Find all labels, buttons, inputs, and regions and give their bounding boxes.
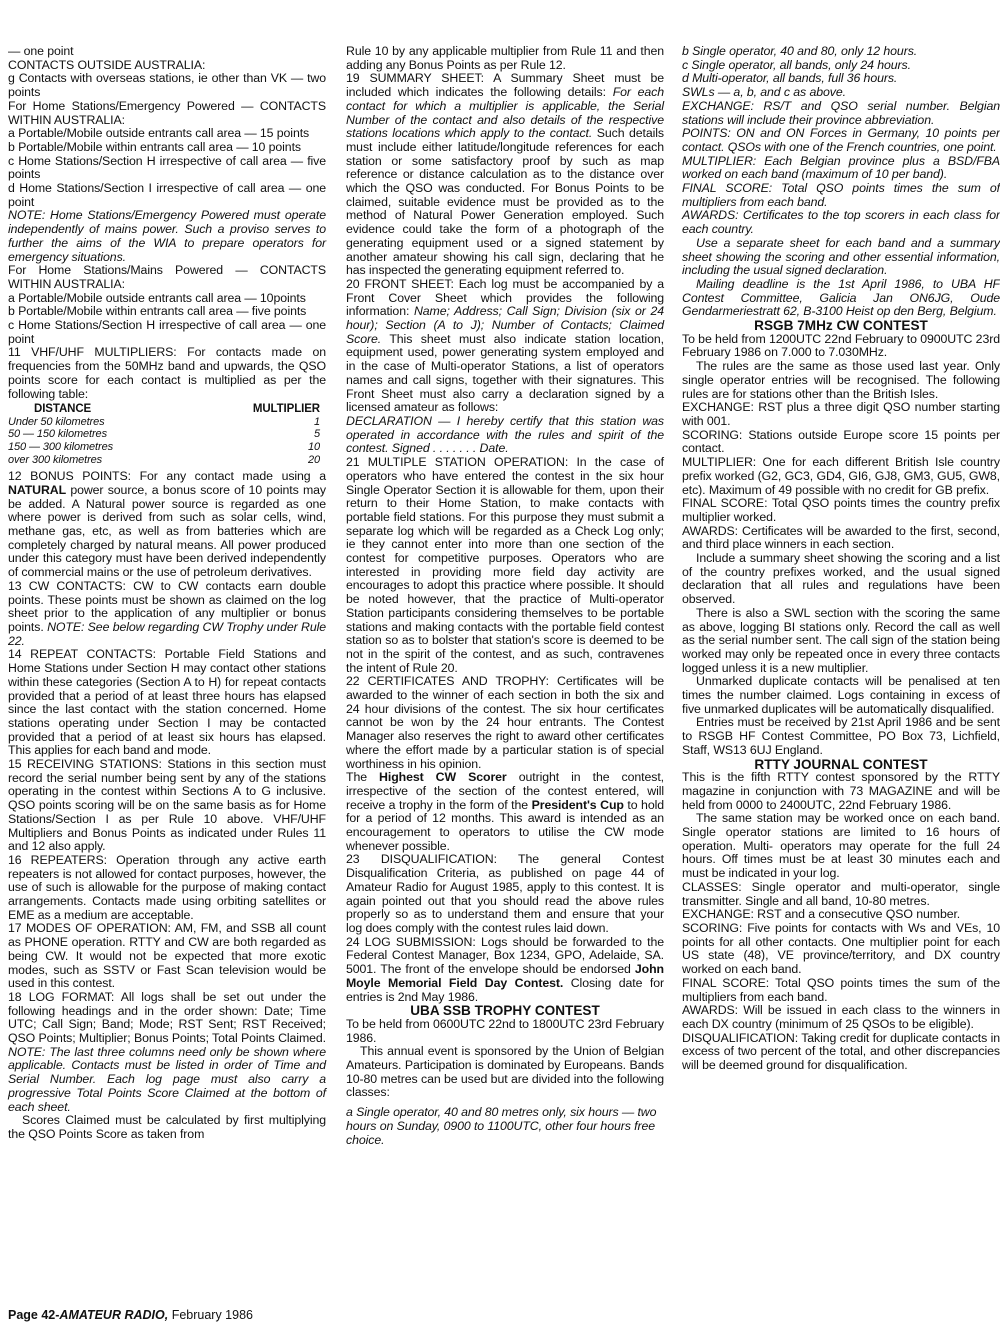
text-run: 20 FRONT SHEET: Each log must be accompanied by a Front Cover Sheet which provides the following information: bbox=[346, 276, 664, 319]
paragraph: a Portable/Mobile outside entrants call area — 10points bbox=[8, 290, 306, 305]
paragraph: 17 MODES OF OPERATION: AM, FM, and SSB all count as PHONE operation. RTTY and CW are both regarded as being CW. It would not be expected that more exotic modes, such as SSTV or Fast Scan television would be used in this contest. bbox=[8, 921, 326, 991]
paragraph: The same station may be worked once on each band. Single operator stations are limited to 16 hours of operation. Multi- operators may operate for the full 24 hours. Off times must be at least 30 minutes each and must be indicated in your log. bbox=[682, 811, 1000, 881]
paragraph bbox=[346, 72, 664, 278]
paragraph: SWLs — a, b, and c as above. bbox=[682, 85, 846, 100]
paragraph: SCORING: Five points for contacts with Ws and VEs, 10 points for all other contacts. One multiplier point for each US state (48), VE province/territory, and DX country worked on each band. bbox=[682, 921, 1000, 977]
class-item: c Single operator, all bands, only 24 hours. bbox=[682, 57, 911, 72]
paragraph: c Home Stations/Section H irrespective of call area — one point bbox=[8, 318, 326, 346]
paragraph: Use a separate sheet for each band and a summary sheet showing the scoring and other essential information, including the usual signed declaration. bbox=[682, 235, 1000, 278]
note-paragraph: NOTE: Home Stations/Emergency Powered must operate independently of mains power. Such a proviso serves to further the aims of the WIA to prepare operators for emergency situations. bbox=[8, 208, 326, 264]
paragraph: Entries must be received by 21st April 1986 and be sent to RSGB HF Contest Committee, PO Box 73, Lichfield, Staff, WS13 6UJ England. bbox=[682, 715, 1000, 757]
paragraph bbox=[8, 470, 326, 580]
paragraph bbox=[8, 991, 326, 1114]
issue-date: February 1986 bbox=[168, 1308, 253, 1322]
paragraph: MULTIPLIER: Each Belgian province plus a BSD/FBA worked on each band (maximum of 10 per band). bbox=[682, 153, 1000, 182]
paragraph bbox=[346, 771, 664, 853]
bold-run: Highest CW Scorer bbox=[379, 770, 507, 785]
column-2 bbox=[346, 45, 664, 1147]
text-run: 12 BONUS POINTS: For any contact made using a bbox=[8, 469, 326, 484]
column-1 bbox=[8, 45, 326, 1142]
class-item: a Single operator, 40 and 80 metres only, six hours — two hours on Sunday, 0900 to 1100UTC, other four hours free choice. bbox=[346, 1105, 657, 1147]
text-run: to hold for a period of 12 months. This award is intended as an encouragement to operators to utilise the CW mode whenever possible. bbox=[346, 797, 664, 853]
paragraph: To be held from 0600UTC 22nd to 1800UTC 23rd February 1986. bbox=[346, 1016, 664, 1045]
paragraph: EXCHANGE: RS/T and QSO serial number. Belgian stations will include their province abbreviation. bbox=[682, 98, 1000, 127]
section-heading-rsgb: RSGB 7MHz CW CONTEST bbox=[754, 318, 928, 334]
table-row bbox=[8, 416, 326, 429]
text-run: 19 SUMMARY SHEET: A Summary Sheet must be included which indicates the following details: bbox=[346, 71, 664, 100]
paragraph: 23 DISQUALIFICATION: The general Contest Disqualification Criteria, as published on page 44 of Amateur Radio for August 1985, apply to this contest. It is again pointed out that you should read the above rules properly so as to understand them and ensure that your log does comply with the contest rules laid down. bbox=[346, 852, 664, 935]
paragraph: FINAL SCORE: Total QSO points times the country prefix multiplier worked. bbox=[682, 496, 1000, 524]
declaration-paragraph: DECLARATION — I hereby certify that this station was operated in accordance with the rules and spirit of the contest. Signed . . . . . . . Date. bbox=[346, 413, 664, 456]
table-row bbox=[8, 428, 326, 441]
table-cell: 10 bbox=[307, 441, 320, 454]
table-header-distance: DISTANCE bbox=[34, 403, 92, 416]
text-run: This sheet must also indicate station location, equipment used, power generating system employed and in the case of Multi-operator Stations, a list of operators names and call signs, together with their signatures. This Front Sheet must also carry a declaration signed by a licensed amateur as follows: bbox=[346, 331, 664, 415]
paragraph: FINAL SCORE: Total QSO points times the sum of multipliers from each band. bbox=[682, 181, 1000, 209]
column-3 bbox=[682, 45, 1000, 1073]
paragraph: 21 MULTIPLE STATION OPERATION: In the case of operators who have entered the contest in the six hour Single Operator Section it is allowable for them, upon their return to their Home Station, to make contacts with portable field stations. For this purpose they must submit a separate log which will be regarded as a Check Log only; ie they cannot enter into more than one section of the contest for competitive purposes. Operators who are interested in providing more field day activity are encourages to adopt this practice where possible. It should be noted however, that the practice of Multi-operator Station participants considering themselves to be portable stations and making contacts with the portable field contest station so as to bolster that station's score is deemed to be not in the spirit of the contest, and as such, contravenes the intent of Rule 20. bbox=[346, 455, 664, 675]
paragraph: There is also a SWL section with the scoring the same as above, logging BI stations only. Record the call as well as the serial number sent. The call sign of the station being worked may only be repeated once in every three contacts logged unless it is a new multiplier. bbox=[682, 605, 1000, 675]
page-number: Page 42- bbox=[8, 1308, 60, 1322]
paragraph: To be held from 1200UTC 22nd February to 0900UTC 23rd February 1986 on 7.000 to 7.030MHz. bbox=[682, 331, 1000, 360]
paragraph: AWARDS: Will be issued in each class to the winners in each DX country (minimum of 25 QSOs to be eligible). bbox=[682, 1003, 1000, 1031]
class-item: d Multi-operator, all bands, full 36 hours. bbox=[682, 71, 898, 86]
paragraph: 14 REPEAT CONTACTS: Portable Field Stations and Home Stations under Section H may contact other stations within these categories (Section A to H) for repeat contacts provided that a period of at least three hours has elapsed since the last contact with the station concerned. Home stations operating under Section I may be contacted provided that a period of at least six hours has elapsed. This applies for each band and mode. bbox=[8, 647, 326, 758]
text-run: 18 LOG FORMAT: All logs shall be set out under the following headings and in the order shown: Date; Time UTC; Call Sign; Band; Mode; RST Sent; RST Received; QSO Points; Multiplier; Bonus Points; Total Points Claimed. bbox=[8, 989, 326, 1046]
text-run: Closing date for entries is 2nd May 1986. bbox=[346, 975, 664, 1004]
paragraph: 15 RECEIVING STATIONS: Stations in this section must record the serial number being sent by any of the stations operating in the contest within Sections A to G inclusive. QSO points scoring will be on the same basis as for Home Stations/Section I as per Rule 10 above. VHF/UHF Multipliers and Bonus Points as indicated under Rules 11 and 12 also apply. bbox=[8, 757, 326, 854]
multiplier-table bbox=[8, 403, 326, 466]
paragraph: b Portable/Mobile within entrants call area — five points bbox=[8, 304, 307, 319]
paragraph: g Contacts with overseas stations, ie other than VK — two points bbox=[8, 71, 326, 100]
bold-run: NATURAL bbox=[8, 482, 67, 497]
bold-run: President's Cup bbox=[531, 797, 624, 812]
table-cell: 5 bbox=[313, 428, 320, 441]
paragraph: This is the fifth RTTY contest sponsored by the RTTY magazine in conjunction with 73 MAGAZINE and will be held from 0000 to 2400UTC, 22nd February 1986. bbox=[682, 770, 1000, 812]
paragraph: a Portable/Mobile outside entrants call area — 15 points bbox=[8, 126, 310, 141]
table-cell: 50 — 150 kilometres bbox=[8, 428, 107, 441]
text-run: outright in the contest, irrespective of the section of the contest entered, will receive a trophy in the form of the bbox=[346, 770, 664, 812]
paragraph: 16 REPEATERS: Operation through any active earth repeaters is not allowed for contact purposes, however, the use of such is allowable for the purpose of making contact arrangements. Contacts made using orbiting satellites or EME as a medium are acceptable. bbox=[8, 852, 326, 922]
bold-run: John Moyle Memorial Field Day Contest. bbox=[346, 962, 664, 990]
italic-run: NOTE: See below regarding CW Trophy under Rule 22. bbox=[8, 619, 326, 648]
table-cell: Under 50 kilometres bbox=[8, 415, 105, 428]
table-cell: 150 — 300 kilometres bbox=[8, 441, 113, 454]
table-cell: over 300 kilometres bbox=[8, 453, 103, 466]
page-footer bbox=[8, 1308, 253, 1322]
paragraph bbox=[346, 278, 664, 415]
paragraph: For Home Stations/Emergency Powered — CONTACTS WITHIN AUSTRALIA: bbox=[8, 98, 326, 127]
paragraph: 22 CERTIFICATES AND TROPHY: Certificates will be awarded to the winner of each section in both the six and 24 hour divisions of the contest. The six hour certificates cannot be won by the 24 hour entrants. The Contest Manager also reserves the right to award other certificates where the effort made by a particular station is of special worthiness in his opinion. bbox=[346, 674, 664, 771]
paragraph: The rules are the same as those used last year. Only single operator entries will be recognised. The following rules are for stations other than the British Isles. bbox=[682, 359, 1000, 401]
italic-run: Name; Address; Call Sign; Division (six or 24 hour); Section (A to J); Number of Contacts; Claimed Score. bbox=[346, 304, 664, 346]
table-row bbox=[8, 441, 326, 454]
paragraph: b Portable/Mobile within entrants call area — 10 points bbox=[8, 139, 301, 154]
paragraph: AWARDS: Certificates will be awarded to the first, second, and third place winners in each section. bbox=[682, 523, 1000, 552]
paragraph: FINAL SCORE: Total QSO points times the sum of the multipliers from each band. bbox=[682, 975, 1000, 1004]
paragraph: POINTS: ON and ON Forces in Germany, 10 points per contact. QSOs with one of the French countries, one point. bbox=[682, 126, 1000, 154]
paragraph: This annual event is sponsored by the Union of Belgian Amateurs. Participation is dominated by Europeans. Bands 10-80 metres can be used but are divided into the following classes: bbox=[346, 1044, 664, 1100]
text-run: power source, a bonus score of 10 points may be added. A Natural power source is regarded as one where power is derived from such as solar cells, wind, methane gas, etc, as well as from batteries which are completely charged by natural means. All power produced under this category must have been derived independently of commercial mains or the use of petroleum derivatives. bbox=[8, 482, 326, 580]
class-item: b Single operator, 40 and 80, only 12 hours. bbox=[682, 44, 918, 58]
paragraph: Scores Claimed must be calculated by first multiplying the QSO Points Score as taken from bbox=[8, 1113, 326, 1141]
paragraph: Rule 10 by any applicable multiplier from Rule 11 and then adding any Bonus Points as per Rule 12. bbox=[346, 44, 664, 72]
paragraph: EXCHANGE: RST and a consecutive QSO number. bbox=[682, 907, 961, 922]
table-header-row bbox=[8, 403, 326, 416]
italic-run: For each contact for which a multiplier is applicable, the Serial Number of the contact and also details of the respective stations locations which apply to the contact. bbox=[346, 85, 664, 141]
paragraph: Mailing deadline is the 1st April 1986, to UBA HF Contest Committee, Galicia Jan ON6JG, Oude Gendarmeriestratt 62, B-3100 Heist op den Berg, Belgium. bbox=[682, 276, 1000, 319]
paragraph: EXCHANGE: RST plus a three digit QSO number starting with 001. bbox=[682, 400, 1000, 428]
paragraph: d Home Stations/Section I irrespective of call area — one point bbox=[8, 181, 326, 209]
magazine-name: AMATEUR RADIO, bbox=[59, 1308, 169, 1322]
table-cell: 20 bbox=[307, 453, 320, 466]
text-run: The bbox=[346, 770, 380, 785]
text-run: 13 CW CONTACTS: CW to CW contacts earn double points. These points must be shown as claimed on the log sheet prior to the application of any multiplier or bonus points. bbox=[8, 578, 326, 634]
table-cell: 1 bbox=[313, 415, 320, 428]
section-heading-rtty: RTTY JOURNAL CONTEST bbox=[754, 756, 928, 772]
paragraph: Unmarked duplicate contacts will be penalised at ten times the number claimed. Logs containing in excess of five unmarked duplicates will be automatically disqualified. bbox=[682, 674, 1000, 716]
paragraph: CLASSES: Single operator and multi-operator, single transmitter. Single and all band, 10-80 metres. bbox=[682, 879, 1000, 908]
paragraph: 11 VHF/UHF MULTIPLIERS: For contacts made on frequencies from the 50MHz band and upwards, the QSO points score for each contact is multiplied as per the following table: bbox=[8, 345, 326, 401]
paragraph: SCORING: Stations outside Europe score 15 points per contact. bbox=[682, 427, 1000, 456]
paragraph: MULTIPLIER: One for each different British Isle country prefix worked (G2, GC3, GD4, GI6, GJ8, GM3, GU5, GW8, etc). Maximum of 49 possible with no credit for GB prefix. bbox=[682, 455, 1000, 497]
paragraph bbox=[8, 580, 326, 649]
paragraph: — one point bbox=[8, 44, 74, 58]
paragraph: DISQUALIFICATION: Taking credit for duplicate contacts in excess of two percent of the total, and other discrepancies will be deemed ground for disqualification. bbox=[682, 1030, 1000, 1073]
table-row bbox=[8, 454, 326, 467]
text-run: 24 LOG SUBMISSION: Logs should be forwarded to the Federal Contest Manager, Box 1234, GPO, Adelaide, SA. 5001. The front of the envelope should be endorsed bbox=[346, 934, 664, 977]
table-header-multiplier: MULTIPLIER bbox=[252, 403, 320, 416]
text-run: Such details must include either latitude/longitude references for each station or some satisfactory proof by such as map reference or distance calculation as to the distance over which the QSO was conducted. For Bonus Points to be claimed, suitable evidence must be provided as to the method of Natural Power Generation employed. Such evidence could take the form of a photograph of the generating equipment used or a signed statement by another amateur showing his call sign, declaring that he has inspected the generating equipment referred to. bbox=[346, 126, 664, 278]
paragraph: Include a summary sheet showing the scoring and a list of the country prefixes worked, and the usual signed declaration that all rules and regulations have been observed. bbox=[682, 551, 1000, 607]
italic-run: NOTE: The last three columns need only be shown where applicable. Contacts must be listed in order of Time and Serial Number. Each log page must also carry a progressive Total Points Score Claimed at the bottom of each sheet. bbox=[8, 1044, 326, 1114]
section-heading-uba: UBA SSB TROPHY CONTEST bbox=[410, 1003, 600, 1019]
paragraph: CONTACTS OUTSIDE AUSTRALIA: bbox=[8, 57, 206, 72]
paragraph bbox=[346, 936, 664, 1005]
paragraph: For Home Stations/Mains Powered — CONTACTS WITHIN AUSTRALIA: bbox=[8, 263, 326, 291]
paragraph: c Home Stations/Section H irrespective of call area — five points bbox=[8, 153, 326, 182]
paragraph: AWARDS: Certificates to the top scorers in each class for each country. bbox=[682, 208, 1000, 237]
